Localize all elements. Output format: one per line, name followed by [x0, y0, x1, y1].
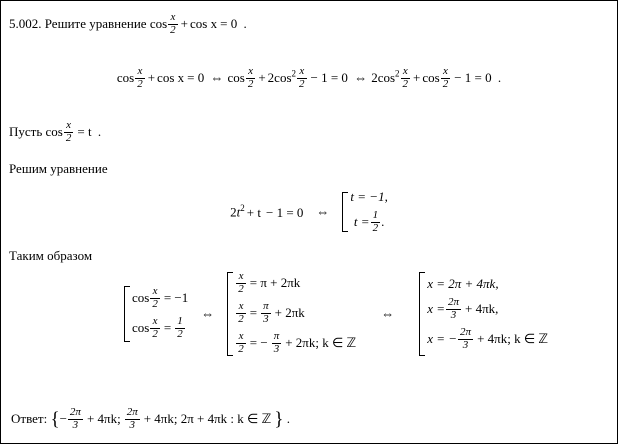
- system-left: [132, 284, 191, 344]
- problem-number: 5.002.: [9, 16, 42, 32]
- fraction-x-over-2: $\frac{x}{2}$: [238, 330, 244, 355]
- case-row: t = $\frac{1}{2}$ .: [353, 209, 385, 234]
- quadratic-block: [230, 186, 388, 238]
- quadratic-solution: [1, 186, 617, 238]
- answer-line: [11, 408, 290, 432]
- fraction-x-over-2: $\frac{x}{2}$: [402, 65, 409, 90]
- case-brace-left: [121, 286, 130, 342]
- case-brace-middle: [224, 272, 233, 356]
- case-row: t = −1,: [350, 189, 388, 204]
- system-middle: [235, 269, 359, 359]
- answer-set: {− $\frac{2\pi}{3}$ + 4πk; $\frac{2\pi}{3}$ + 4πk; 2π + 4πk : k ∈ ℤ }: [50, 406, 284, 431]
- set-open-brace: {: [50, 409, 60, 431]
- answer-label: Ответ:: [11, 411, 48, 427]
- quadratic-equation: $2t^2 + t - 1 = 0$: [230, 203, 304, 220]
- fraction-x-over-2: $\frac{x}{2}$: [152, 285, 158, 310]
- period: .: [97, 124, 102, 140]
- thus-line: Таким образом: [9, 248, 93, 263]
- fraction-x-over-2: $\frac{x}{2}$: [65, 119, 72, 144]
- fraction-x-over-2: $\frac{x}{2}$: [247, 65, 254, 90]
- substitution-equation: cos $\frac{x}{2}$ = t: [45, 119, 92, 144]
- case-row: $\frac{x}{2}$ = $\frac{\pi}{3}$ + 2πk: [238, 300, 305, 325]
- case-row: $\frac{x}{2}$ = π + 2πk: [238, 270, 301, 295]
- fraction-2pi-over-3: $\frac{2\pi}{3}$: [69, 406, 81, 431]
- fraction-x-over-2: $\frac{x}{2}$: [170, 11, 176, 36]
- transformation-chain: [1, 67, 617, 91]
- fraction-x-over-2: $\frac{x}{2}$: [137, 65, 143, 90]
- fraction-pi-over-3: $\frac{\pi}{3}$: [273, 330, 280, 355]
- case-row: x = 2π + 4πk,: [427, 276, 499, 292]
- problem-statement: [9, 13, 247, 37]
- chain-term-1: cos $\frac{x}{2}$ + cos x = 0: [116, 65, 205, 90]
- iff-symbol-2: ⇔: [381, 306, 395, 322]
- final-system-inner: [121, 269, 551, 359]
- set-close-brace: }: [274, 409, 284, 431]
- case-row: x = $\frac{2\pi}{3}$ + 4πk,: [427, 296, 499, 321]
- problem-equation: cos $\frac{x}{2}$ + cos x = 0: [149, 11, 238, 36]
- iff-symbol: ⇔: [316, 204, 330, 220]
- chain-term-3: $2\cos^2$ $\frac{x}{2}$ + cos $\frac{x}{2}$ − 1 = 0: [371, 65, 492, 90]
- fraction-x-over-2: $\frac{x}{2}$: [299, 65, 305, 90]
- fraction-1-over-2: $\frac{1}{2}$: [372, 209, 379, 234]
- period: .: [286, 411, 290, 427]
- case-row: cos $\frac{x}{2}$ = $\frac{1}{2}$: [132, 315, 183, 340]
- fraction-1-over-2: $\frac{1}{2}$: [177, 315, 183, 340]
- case-brace-right: [416, 272, 425, 356]
- iff-symbol-1: ⇔: [201, 306, 215, 322]
- solve-equation-line: Решим уравнение: [9, 161, 108, 176]
- fraction-2pi-over-3: $\frac{2\pi}{3}$: [126, 406, 138, 431]
- fraction-x-over-2: $\frac{x}{2}$: [152, 315, 158, 340]
- fraction-x-over-2: $\frac{x}{2}$: [238, 300, 244, 325]
- period: .: [243, 16, 247, 32]
- problem-title: Решите уравнение: [44, 16, 147, 32]
- substitution-line: [9, 121, 101, 145]
- fraction-x-over-2: $\frac{x}{2}$: [238, 270, 244, 295]
- fraction-2pi-over-3: $\frac{2\pi}{3}$: [448, 296, 460, 321]
- case-row: $\frac{x}{2}$ = − $\frac{\pi}{3}$ + 2πk; k ∈ ℤ: [238, 330, 357, 355]
- substitution-prefix: Пусть: [9, 124, 43, 140]
- final-system: [121, 269, 551, 359]
- period: .: [497, 70, 502, 86]
- system-right: [427, 273, 551, 355]
- iff-symbol-2: ⇔: [354, 70, 368, 86]
- case-row: cos $\frac{x}{2}$ = −1: [132, 285, 189, 310]
- case-brace: [339, 192, 348, 232]
- fraction-x-over-2: $\frac{x}{2}$: [442, 65, 449, 90]
- chain-term-2: cos $\frac{x}{2}$ + $2\cos^2$ $\frac{x}{2}$ − 1 = 0: [227, 65, 348, 90]
- fraction-2pi-over-3: $\frac{2\pi}{3}$: [460, 326, 472, 351]
- fraction-pi-over-3: $\frac{\pi}{3}$: [263, 300, 269, 325]
- quadratic-cases: [350, 186, 387, 238]
- case-row: x = − $\frac{2\pi}{3}$ + 4πk; k ∈ ℤ: [427, 326, 549, 351]
- iff-symbol-1: ⇔: [210, 70, 224, 86]
